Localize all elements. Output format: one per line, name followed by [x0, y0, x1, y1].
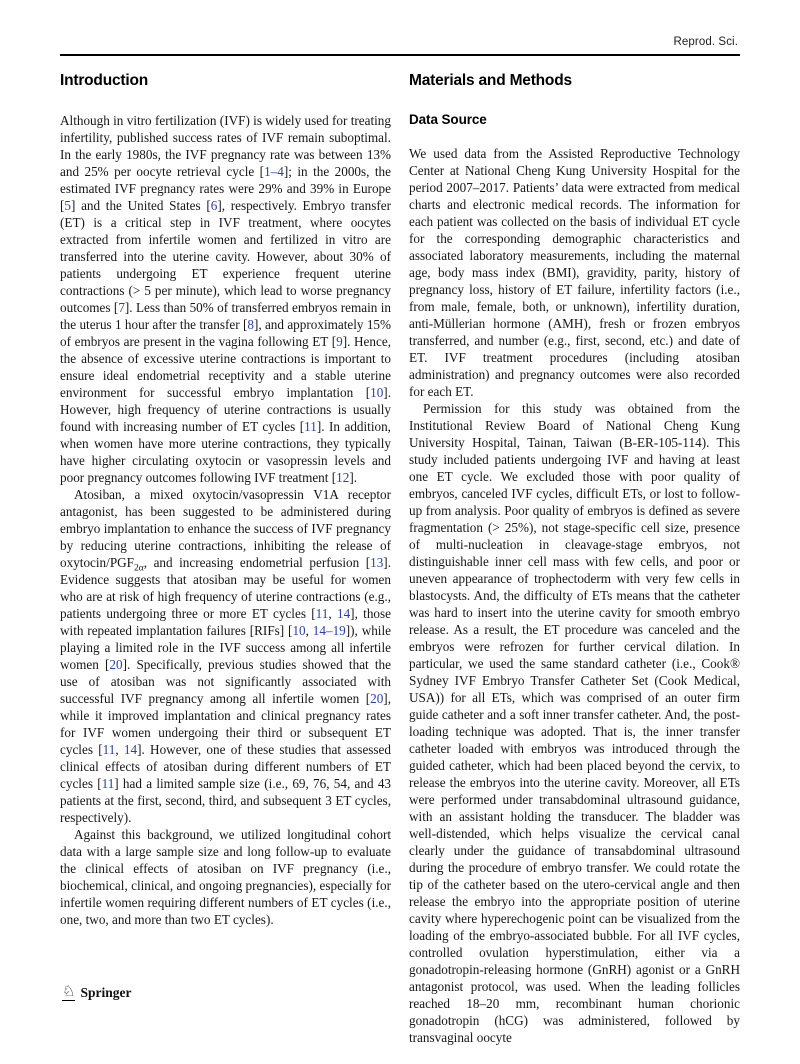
citation-link[interactable]: 1–4: [264, 164, 284, 179]
text-run: Although in vitro fertilization (IVF) is widely used for treating infertility, published success rates of IVF remain suboptimal. In the early 1980s, the IVF pregnancy rate was between 13% and 25% per oocyte retrieval cycle [: [60, 113, 391, 179]
text-run: ].: [349, 470, 358, 485]
text-run: ]), while playing a limited role in the IVF success among all infertile women [: [60, 623, 391, 672]
introduction-text: [60, 112, 391, 928]
citation-link[interactable]: 14–19: [312, 623, 346, 638]
text-run: ]. However, one of these studies that assessed clinical effects of atosiban during different numbers of ET cycles [: [60, 742, 392, 791]
text-run: , and increasing endometrial perfusion [: [143, 555, 371, 570]
section-heading-materials-and-methods: Materials and Methods: [409, 72, 572, 89]
text-run: ]. In addition, when women have more uterine contractions, they typically have higher circulating oxytocin or vasopressin levels and poor pregnancy outcomes following IVF treatment [: [60, 419, 391, 485]
citation-link[interactable]: 12: [336, 470, 350, 485]
journal-title: Reprod. Sci.: [673, 36, 738, 48]
citation-link[interactable]: 14: [123, 742, 138, 757]
paragraph: [409, 145, 740, 400]
paragraph: [60, 486, 391, 826]
text-run: ]. Specifically, previous studies showed that the use of atosiban was not significantly associated with successful IVF pregnancy among all infertile women [: [60, 657, 391, 706]
text-run: ]. Hence, the absence of excessive uterine contractions is important to ensure ideal endometrial receptivity and a stable uterine environment for successful embryo implantation [: [60, 334, 391, 400]
text-run: Atosiban, a mixed oxytocin/vasopressin V1A receptor antagonist, has been suggested to be administered during embryo implantation to enhance the success of IVF pregnancy by reducing uterine contractions, inhibiting the release of oxytocin/PGF: [60, 487, 391, 570]
two-column-body: [60, 72, 740, 1046]
header-rule: [60, 54, 740, 56]
citation-link[interactable]: 7: [118, 300, 125, 315]
springer-knight-icon: ♘: [62, 982, 76, 1000]
text-run: Permission for this study was obtained from the Institutional Review Board of National Cheng Kung University Hospital, Tainan, Taiwan (B-ER-105-114). This study included patients undergoing IVF and having at least one ET cycle. We excluded those with poor quality of embryos, canceled IVF cycles, difficult ETs, or lost to follow-up from analysis. Poor quality of embryos is defined as severe fragmentation (> 25%), not stage-specific cell size, presence of multi-nucleation in cleavage-stage embryos, not distinguishable inner cell mass with few cells, and poor or uneven appearance of trophectoderm with very few cells in blastocysts. And, the difficulty of ETs means that the catheter was hard to insert into the uterine cavity for smooth embryo release. As a result, the ET procedure was canceled and the embryos were refrozen for further cervical dilation. In particular, we used the same standard catheter (i.e., Cook® Sydney IVF Embryo Transfer Catheter Set (Cook Medical, USA)) for all ETs, which was comprised of an outer firm guide catheter and a soft inner transfer catheter. And, the post-loading technique was adopted. That is, the inner transfer catheter loaded with embryos was introduced through the guided catheter, which had been placed beyond the cervix, to release the embryos into the uterine cavity. Moreover, all ETs were performed under transabdominal ultrasound guidance, with an assistant holding the transducer. The bladder was well-distended, which helps visualize the cervical canal clearly under the guidance of transabdominal ultrasound during the procedure of embryo transfer. We could rotate the tip of the catheter based on the utero-cervical angle and then release the embryo into the appropriate position of uterine cavity where hyperechogenic point can be visualized from the loading of the embryo-associated bubble. For all IVF cycles, controlled ovulation hyperstimulation, either via a gonadotropin-releasing hormone (GnRH) agonist or a GnRH antagonist protocol, was used. When the leading follicles reached 18–20 mm, recombinant human chorionic gonadotropin (hCG) was administered, followed by transvaginal oocyte: [409, 401, 740, 1045]
text-run: ,: [115, 742, 124, 757]
text-run: ]. Evidence suggests that atosiban may be useful for women who are at risk of high frequency of uterine contractions (e.g., patients undergoing three or more ET cycles [: [60, 555, 391, 621]
text-run: ,: [328, 606, 337, 621]
text-run: ], those with repeated implantation failures [RIFs] [: [60, 606, 392, 638]
data-source-text: [409, 145, 740, 1046]
section-heading-introduction: Introduction: [60, 72, 148, 89]
citation-link[interactable]: 9: [336, 334, 343, 349]
text-run: ,: [305, 623, 313, 638]
text-run: ], while it improved implantation and clinical pregnancy rates for IVF women undergoing their third or subsequent ET cycles [: [60, 691, 391, 757]
left-column: [60, 72, 391, 1046]
citation-link[interactable]: 13: [370, 555, 384, 570]
citation-link[interactable]: 11: [101, 776, 115, 791]
citation-link[interactable]: 10: [292, 623, 306, 638]
running-head: [674, 36, 738, 48]
text-run: We used data from the Assisted Reproductive Technology Center at National Cheng Kung University Hospital for the period 2007–2017. Patients’ data were extracted from medical charts and electronic medical records. The information for each patient was collected on the basis of individual ET cycle for the corresponding demographic characteristics and associated laboratory measurements, including the maternal age, body mass index (BMI), gravidity, parity, history of pregnancy loss, history of ET failure, infertility factors (i.e., from male, female, both, or unknown), infertility duration, anti-Müllerian hormone (AMH), fresh or frozen embryos transferred, and number (e.g., first, second, etc.) and date of ET. IVF treatment procedures (including atosiban administration) and pregnancy outcomes were also recorded for each ET.: [409, 146, 740, 399]
text-run: ]; in the 2000s, the estimated IVF pregnancy rates were 29% and 39% in Europe [: [60, 164, 391, 213]
citation-link[interactable]: 11: [315, 606, 329, 621]
text-run: ]. Less than 50% of transferred embryos remain in the uterus 1 hour after the transfer [: [60, 300, 391, 332]
text-run: ], respectively. Embryo transfer (ET) is a critical step in IVF treatment, where oocytes extracted from infertile women and fertilized in vitro are transferred into the uterine cavity. However, about 30% of patients undergoing ET experience frequent uterine contractions (> 5 per minute), which lead to worse pregnancy outcomes [: [60, 198, 391, 315]
citation-link[interactable]: 20: [109, 657, 123, 672]
subscript-text: 2α: [134, 563, 144, 574]
citation-link[interactable]: 11: [102, 742, 116, 757]
citation-link[interactable]: 8: [247, 317, 254, 332]
citation-link[interactable]: 11: [304, 419, 317, 434]
text-run: ] had a limited sample size (i.e., 69, 76, 54, and 43 patients at the first, second, third, and subsequent 3 ET cycles, respectively).: [60, 776, 392, 825]
citation-link[interactable]: 20: [370, 691, 384, 706]
paragraph: [60, 826, 391, 928]
citation-link[interactable]: 10: [370, 385, 384, 400]
text-run: Against this background, we utilized longitudinal cohort data with a large sample size and long follow-up to evaluate the clinical effects of atosiban on IVF pregnancy (i.e., biochemical, clinical, and ongoing pregnancies), especially for infertile women requiring different numbers of ET cycles (i.e., one, two, and more than two ET cycles).: [60, 827, 391, 927]
text-run: ], and approximately 15% of embryos are present in the vagina following ET [: [60, 317, 391, 349]
page-footer: [62, 982, 137, 1003]
citation-link[interactable]: 14: [336, 606, 351, 621]
right-column: [409, 72, 740, 1046]
paragraph: [409, 400, 740, 1046]
citation-link[interactable]: 6: [210, 198, 218, 213]
paragraph: [60, 112, 391, 486]
text-run: ]. However, high frequency of uterine contractions is usually found with increasing number of ET cycles [: [60, 385, 391, 434]
citation-link[interactable]: 5: [64, 198, 71, 213]
springer-logo-text: Springer: [80, 985, 132, 1000]
subsection-heading-data-source: Data Source: [409, 112, 487, 127]
text-run: ] and the United States [: [71, 198, 211, 213]
